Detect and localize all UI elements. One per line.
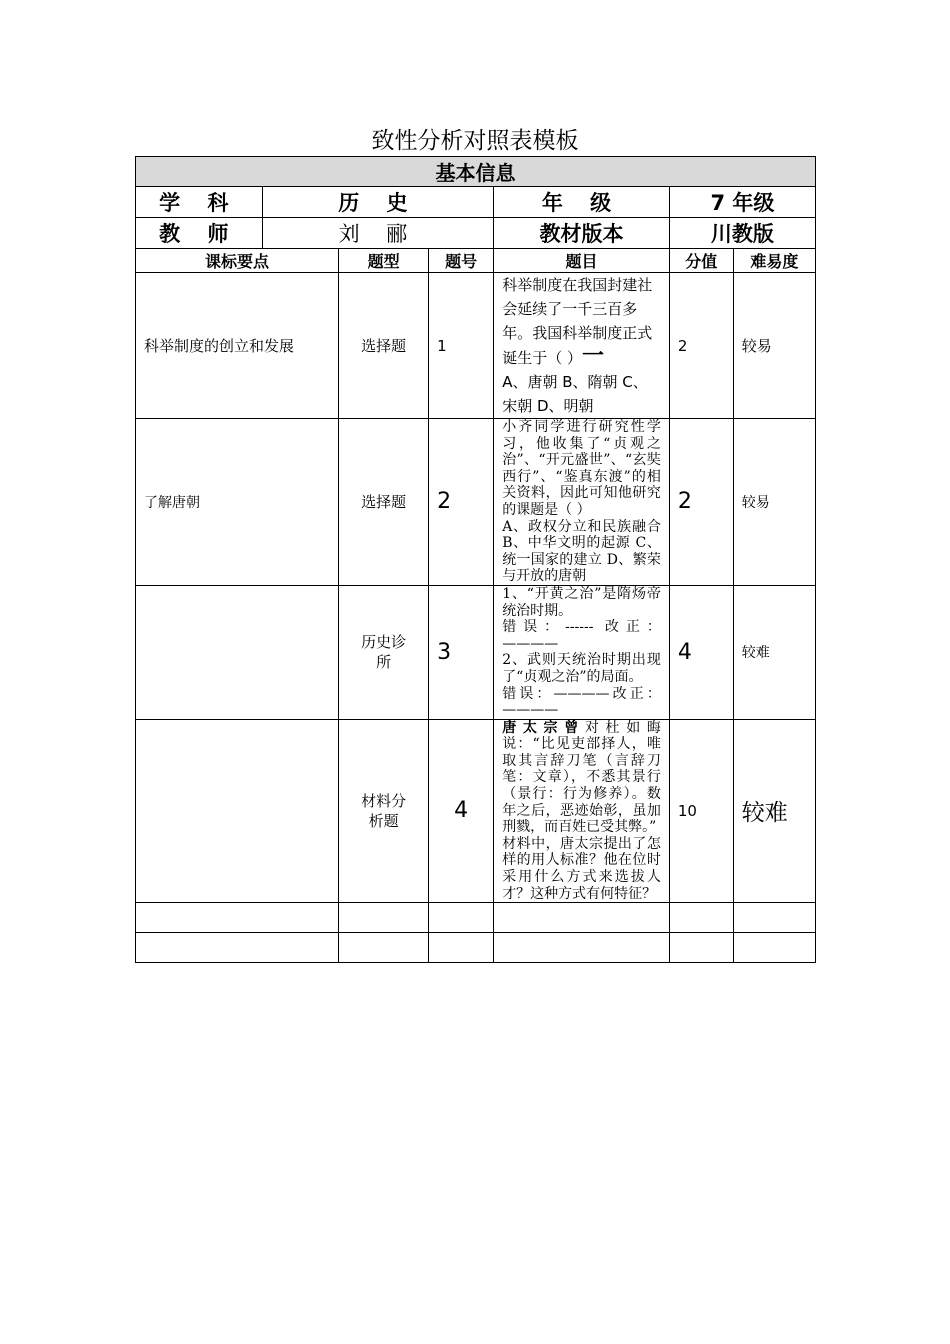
row3-number: 3 xyxy=(429,585,494,719)
col-question: 题目 xyxy=(494,249,670,273)
row3-score: 4 xyxy=(669,585,733,719)
col-type: 题型 xyxy=(339,249,429,273)
col-difficulty: 难易度 xyxy=(733,249,815,273)
row3-question-answer2: 错误：————改正：———— xyxy=(502,685,661,719)
row2-number: 2 xyxy=(429,419,494,586)
row1-standard: 科举制度的创立和发展 xyxy=(136,273,339,419)
section-header-row xyxy=(136,157,816,187)
row1-type: 选择题 xyxy=(339,273,429,419)
row4-type: 材料分析题 xyxy=(339,719,429,903)
row1-question xyxy=(494,273,670,419)
col-number: 题号 xyxy=(429,249,494,273)
analysis-table xyxy=(135,156,816,963)
column-header-row xyxy=(136,249,816,273)
table-row-empty xyxy=(136,903,816,933)
row4-standard xyxy=(136,719,339,903)
row3-question-item2: 2、武则天统治时期出现了“贞观之治”的局面。 xyxy=(502,652,661,685)
col-score: 分值 xyxy=(669,249,733,273)
table-row xyxy=(136,719,816,903)
row4-question-prompt: 材料中，唐太宗提出了怎样的用人标准？他在位时采用什么方式来选拔人才？这种方式有何特征？ xyxy=(502,835,661,902)
row2-question-stem: 小齐同学进行研究性学习，他收集了“贞观之治”、“开元盛世”、“玄奘西行”、“鉴真东渡”的相关资料，因此可知他研究的课题是（ ） xyxy=(502,419,661,518)
col-standard: 课标要点 xyxy=(136,249,339,273)
row3-standard xyxy=(136,585,339,719)
teacher-value: 刘 郦 xyxy=(262,218,494,249)
row2-type: 选择题 xyxy=(339,419,429,586)
table-row-empty xyxy=(136,933,816,963)
edition-label: 教材版本 xyxy=(494,218,670,249)
row3-difficulty: 较难 xyxy=(733,585,815,719)
row3-question-answer1: 错误：------ 改正：———— xyxy=(502,619,661,652)
row2-score: 2 xyxy=(669,419,733,586)
table-row xyxy=(136,585,816,719)
subject-value: 历 史 xyxy=(262,187,494,218)
row4-number: 4 xyxy=(429,719,494,903)
row3-question-item1: 1、“开黄之治”是隋炀帝统治时期。 xyxy=(502,585,661,619)
row2-standard: 了解唐朝 xyxy=(136,419,339,586)
row1-number: 1 xyxy=(429,273,494,419)
row4-question xyxy=(494,719,670,903)
row1-difficulty: 较易 xyxy=(733,273,815,419)
row3-question xyxy=(494,585,670,719)
table-row xyxy=(136,419,816,586)
table-row xyxy=(136,273,816,419)
row2-question-options: A、政权分立和民族融合 B、中华文明的起源 C、统一国家的建立 D、繁荣与开放的唐朝 xyxy=(502,518,661,585)
row1-question-stem: 科举制度在我国封建社会延续了一千三百多年。我国科举制度正式诞生于（ ） xyxy=(502,276,653,367)
row4-question-lead: 唐太宗曾 xyxy=(502,719,585,736)
row2-question xyxy=(494,419,670,586)
teacher-label: 教 师 xyxy=(136,218,263,249)
row1-question-options: A、唐朝 B、隋朝 C、宋朝 D、明朝 xyxy=(502,373,648,415)
row1-question-dash: 一 xyxy=(581,344,604,369)
grade-label: 年 级 xyxy=(494,187,670,218)
row4-score: 10 xyxy=(669,719,733,903)
edition-value: 川教版 xyxy=(669,218,815,249)
row3-type: 历史诊所 xyxy=(339,585,429,719)
section-header: 基本信息 xyxy=(136,157,816,187)
info-row-1 xyxy=(136,187,816,218)
row4-difficulty: 较难 xyxy=(733,719,815,903)
info-row-2 xyxy=(136,218,816,249)
subject-label: 学 科 xyxy=(136,187,263,218)
grade-value: 7 年级 xyxy=(669,187,815,218)
document-title: 致性分析对照表模板 xyxy=(371,128,579,154)
row4-question-material: 对杜如晦说：“比见吏部择人，唯取其言辞刀笔（言辞刀笔：文章），不悉其景行（景行：行为修养）。数年之后，恶迹始彰，虽加刑戮，而百姓已受其弊。” xyxy=(502,719,661,836)
row1-score: 2 xyxy=(669,273,733,419)
row2-difficulty: 较易 xyxy=(733,419,815,586)
